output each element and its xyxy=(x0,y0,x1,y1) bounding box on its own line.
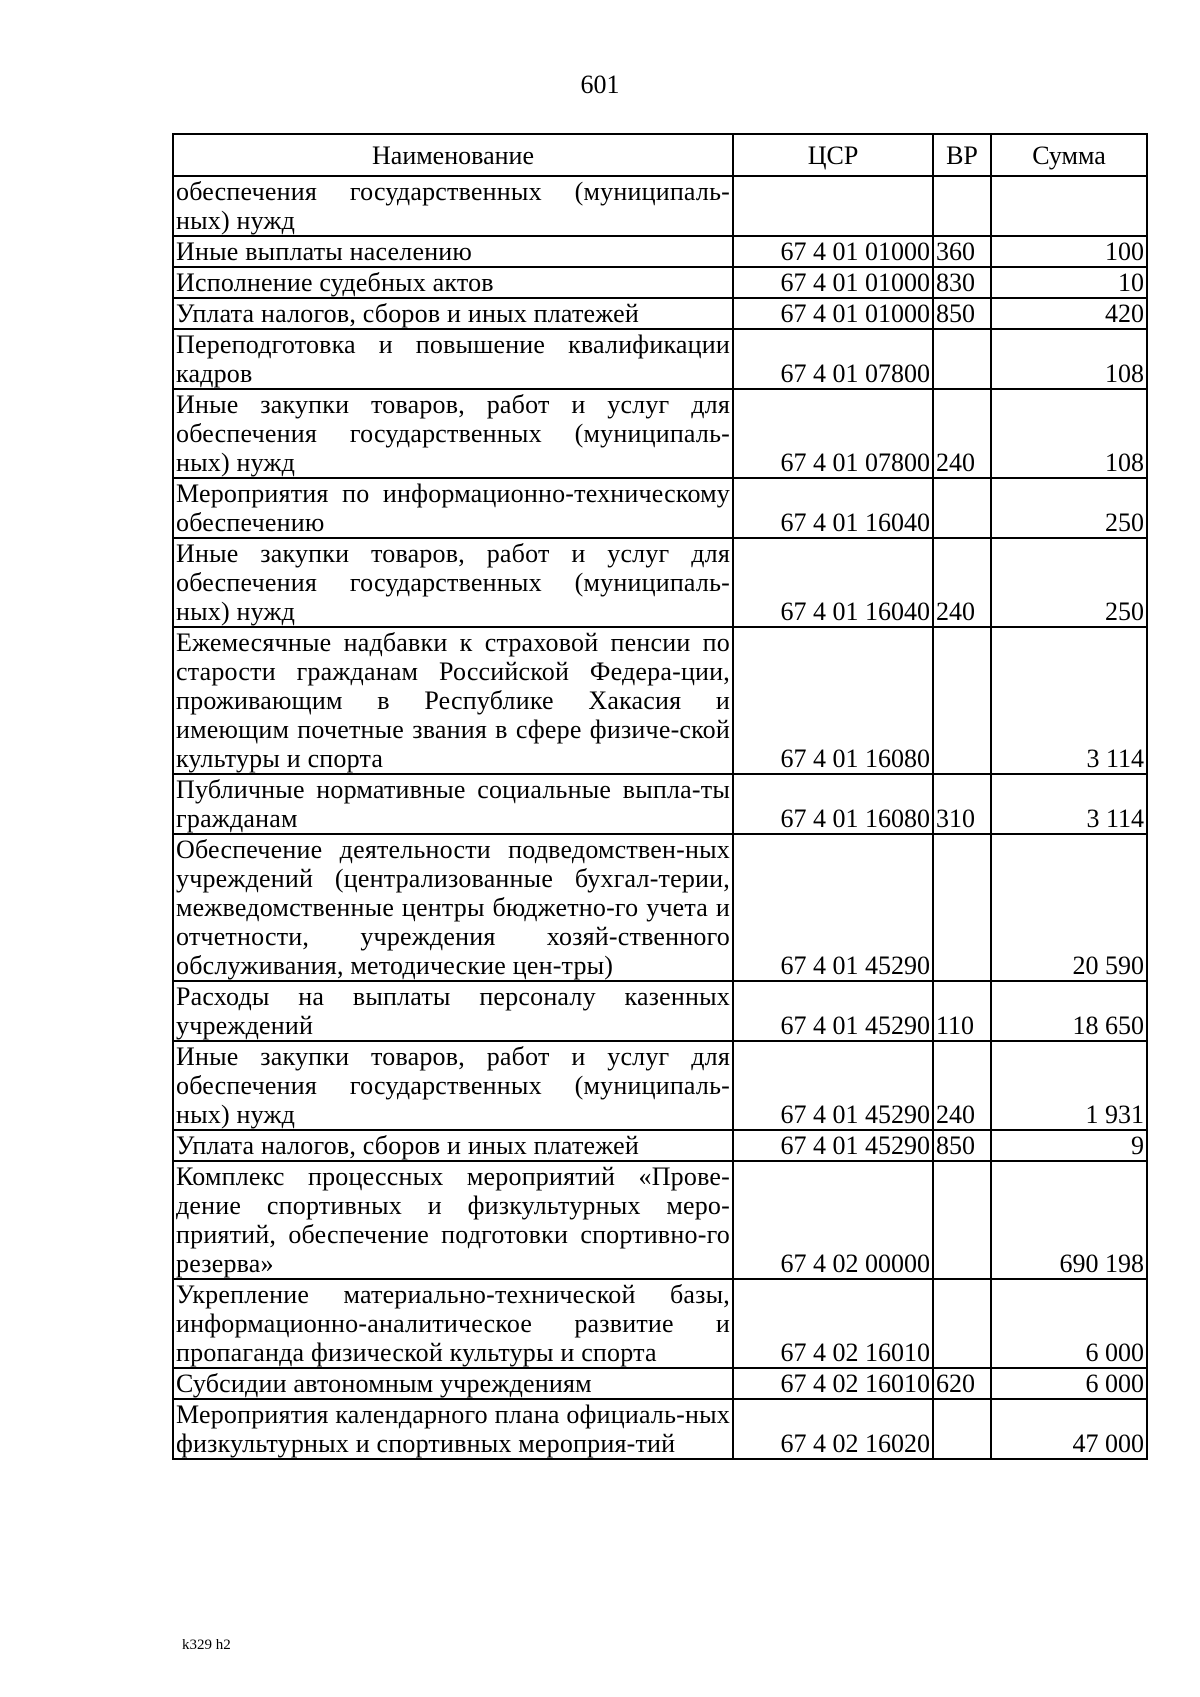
cell-name: обеспечения государственных (муниципаль-ных) нужд xyxy=(173,176,733,236)
cell-vr xyxy=(933,834,991,981)
table-row xyxy=(173,1130,1147,1161)
cell-name: Публичные нормативные социальные выпла-ты гражданам xyxy=(173,774,733,834)
table-row xyxy=(173,298,1147,329)
table-row xyxy=(173,627,1147,774)
table-row xyxy=(173,834,1147,981)
cell-csr: 67 4 02 16020 xyxy=(733,1399,933,1459)
table-header-row xyxy=(173,134,1147,176)
cell-sum: 18 650 xyxy=(991,981,1147,1041)
cell-name: Ежемесячные надбавки к страховой пенсии по старости гражданам Российской Федера-ции, проживающим в Республике Хакасия и имеющим почетные звания в сфере физиче-ской культуры и спорта xyxy=(173,627,733,774)
cell-sum: 108 xyxy=(991,329,1147,389)
cell-sum: 1 931 xyxy=(991,1041,1147,1130)
cell-sum: 6 000 xyxy=(991,1368,1147,1399)
header-name: Наименование xyxy=(173,134,733,176)
table-row xyxy=(173,538,1147,627)
cell-sum: 20 590 xyxy=(991,834,1147,981)
cell-sum: 420 xyxy=(991,298,1147,329)
table-row xyxy=(173,774,1147,834)
header-vr: ВР xyxy=(933,134,991,176)
cell-name: Иные закупки товаров, работ и услуг для обеспечения государственных (муниципаль-ных) нужд xyxy=(173,1041,733,1130)
table-row xyxy=(173,176,1147,236)
cell-sum: 3 114 xyxy=(991,627,1147,774)
cell-csr: 67 4 01 01000 xyxy=(733,236,933,267)
cell-vr: 360 xyxy=(933,236,991,267)
cell-name: Уплата налогов, сборов и иных платежей xyxy=(173,298,733,329)
cell-vr: 830 xyxy=(933,267,991,298)
cell-vr xyxy=(933,478,991,538)
cell-sum: 6 000 xyxy=(991,1279,1147,1368)
cell-sum: 10 xyxy=(991,267,1147,298)
cell-csr: 67 4 01 07800 xyxy=(733,329,933,389)
cell-name: Иные закупки товаров, работ и услуг для обеспечения государственных (муниципаль-ных) нужд xyxy=(173,538,733,627)
cell-sum: 250 xyxy=(991,538,1147,627)
cell-name: Иные выплаты населению xyxy=(173,236,733,267)
cell-csr: 67 4 01 45290 xyxy=(733,981,933,1041)
cell-sum: 690 198 xyxy=(991,1161,1147,1279)
cell-name: Расходы на выплаты персоналу казенных учреждений xyxy=(173,981,733,1041)
cell-csr: 67 4 01 01000 xyxy=(733,298,933,329)
cell-vr xyxy=(933,1279,991,1368)
cell-sum xyxy=(991,176,1147,236)
cell-sum: 47 000 xyxy=(991,1399,1147,1459)
table-row xyxy=(173,981,1147,1041)
cell-name: Мероприятия календарного плана официаль-ных физкультурных и спортивных мероприя-тий xyxy=(173,1399,733,1459)
cell-csr: 67 4 01 07800 xyxy=(733,389,933,478)
cell-name: Комплекс процессных мероприятий «Прове-дение спортивных и физкультурных меро-приятий, обеспечение подготовки спортивно-го резерва» xyxy=(173,1161,733,1279)
cell-vr xyxy=(933,627,991,774)
cell-vr: 620 xyxy=(933,1368,991,1399)
cell-csr: 67 4 02 00000 xyxy=(733,1161,933,1279)
cell-csr xyxy=(733,176,933,236)
cell-vr: 240 xyxy=(933,389,991,478)
cell-csr: 67 4 01 45290 xyxy=(733,1130,933,1161)
cell-vr: 850 xyxy=(933,1130,991,1161)
cell-csr: 67 4 01 45290 xyxy=(733,1041,933,1130)
cell-csr: 67 4 01 16040 xyxy=(733,478,933,538)
cell-csr: 67 4 01 16080 xyxy=(733,627,933,774)
table-row xyxy=(173,267,1147,298)
footer-code: k329 h2 xyxy=(182,1637,231,1653)
cell-name: Обеспечение деятельности подведомствен-ных учреждений (централизованные бухгал-терии, межведомственные центры бюджетно-го учета и отчетности, учреждения хозяй-ственного обслуживания, методические цен-тры) xyxy=(173,834,733,981)
cell-sum: 250 xyxy=(991,478,1147,538)
cell-name: Уплата налогов, сборов и иных платежей xyxy=(173,1130,733,1161)
header-sum: Сумма xyxy=(991,134,1147,176)
cell-name: Субсидии автономным учреждениям xyxy=(173,1368,733,1399)
cell-name: Укрепление материально-технической базы, информационно-аналитическое развитие и пропаганда физической культуры и спорта xyxy=(173,1279,733,1368)
table-row xyxy=(173,329,1147,389)
cell-vr xyxy=(933,1399,991,1459)
cell-vr: 240 xyxy=(933,1041,991,1130)
cell-name: Переподготовка и повышение квалификации кадров xyxy=(173,329,733,389)
cell-vr xyxy=(933,1161,991,1279)
cell-csr: 67 4 01 16080 xyxy=(733,774,933,834)
cell-vr: 850 xyxy=(933,298,991,329)
cell-name: Исполнение судебных актов xyxy=(173,267,733,298)
table-row xyxy=(173,478,1147,538)
cell-csr: 67 4 01 16040 xyxy=(733,538,933,627)
table-body xyxy=(173,176,1147,1459)
cell-vr: 310 xyxy=(933,774,991,834)
table-row xyxy=(173,1368,1147,1399)
cell-sum: 9 xyxy=(991,1130,1147,1161)
table-row xyxy=(173,389,1147,478)
table-row xyxy=(173,1041,1147,1130)
cell-sum: 108 xyxy=(991,389,1147,478)
cell-csr: 67 4 02 16010 xyxy=(733,1279,933,1368)
cell-vr: 110 xyxy=(933,981,991,1041)
table-row xyxy=(173,1161,1147,1279)
table-row xyxy=(173,236,1147,267)
table-row xyxy=(173,1399,1147,1459)
cell-csr: 67 4 02 16010 xyxy=(733,1368,933,1399)
cell-name: Иные закупки товаров, работ и услуг для обеспечения государственных (муниципаль-ных) нужд xyxy=(173,389,733,478)
cell-vr xyxy=(933,329,991,389)
cell-sum: 3 114 xyxy=(991,774,1147,834)
cell-csr: 67 4 01 45290 xyxy=(733,834,933,981)
cell-vr xyxy=(933,176,991,236)
header-csr: ЦСР xyxy=(733,134,933,176)
cell-csr: 67 4 01 01000 xyxy=(733,267,933,298)
table-row xyxy=(173,1279,1147,1368)
cell-name: Мероприятия по информационно-техническому обеспечению xyxy=(173,478,733,538)
budget-table xyxy=(172,133,1148,1460)
cell-sum: 100 xyxy=(991,236,1147,267)
page-number: 601 xyxy=(580,70,620,99)
cell-vr: 240 xyxy=(933,538,991,627)
